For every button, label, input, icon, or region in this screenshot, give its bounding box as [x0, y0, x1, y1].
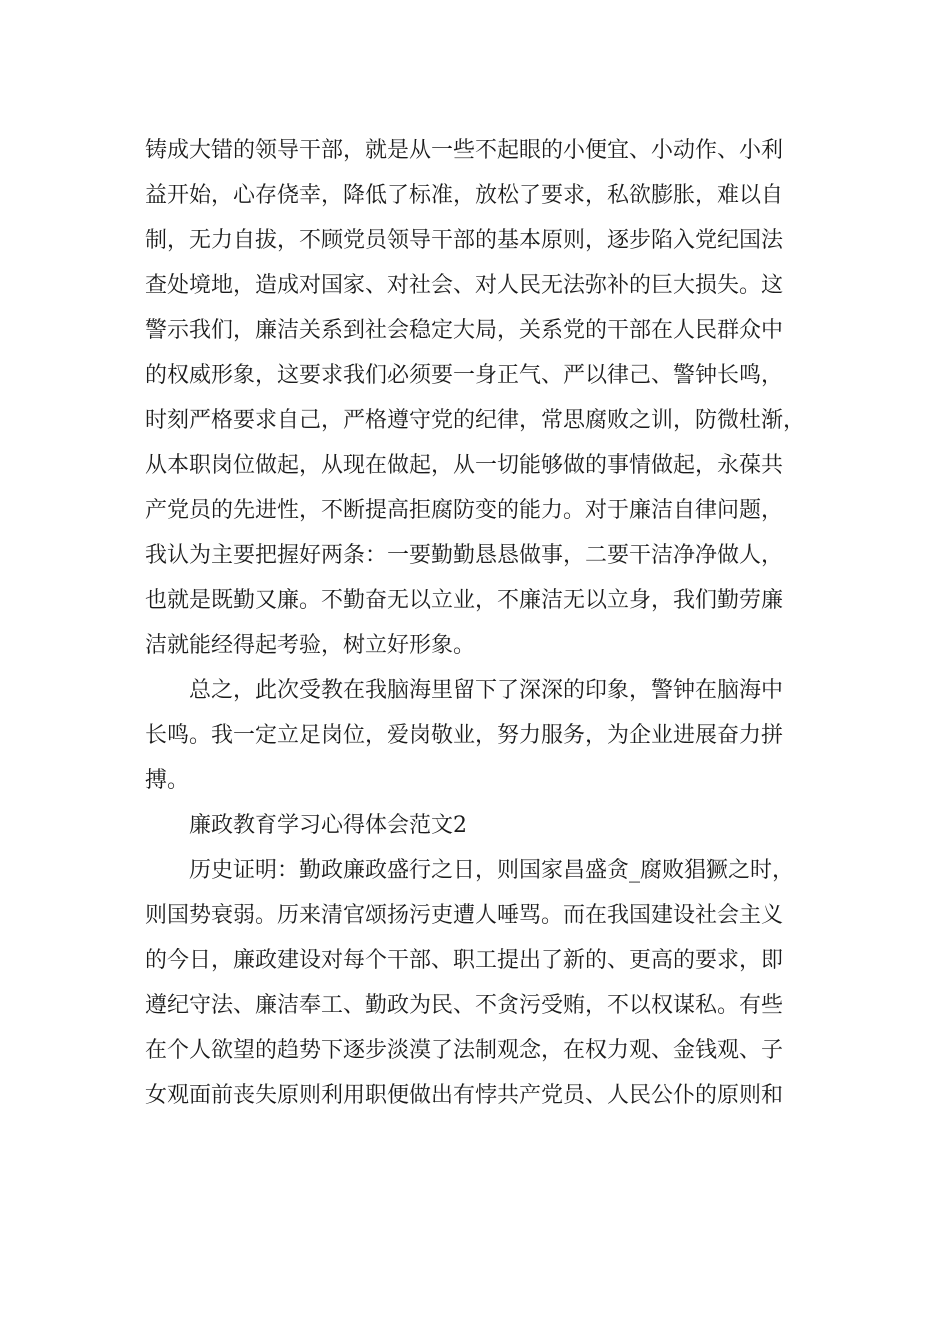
text-line: 在个人欲望的趋势下逐步淡漠了法制观念，在权力观、金钱观、子	[145, 1038, 784, 1063]
paragraph-first-line: 总之，此次受教在我脑海里留下了深深的印象，警钟在脑海中	[189, 678, 784, 703]
text-line: 洁就能经得起考验，树立好形象。	[145, 633, 476, 658]
paragraph-first-line: 廉政教育学习心得体会范文2	[189, 813, 467, 838]
text-line: 产党员的先进性，不断提高拒腐防变的能力。对于廉洁自律问题，	[145, 498, 784, 523]
text-line: 我认为主要把握好两条：一要勤勤恳恳做事，二要干洁净净做人，	[145, 543, 784, 568]
document-body	[145, 128, 835, 1118]
text-line: 铸成大错的领导干部，就是从一些不起眼的小便宜、小动作、小利	[145, 138, 784, 163]
text-line: 也就是既勤又廉。不勤奋无以立业，不廉洁无以立身，我们勤劳廉	[145, 588, 784, 613]
text-line: 的权威形象，这要求我们必须要一身正气、严以律己、警钟长鸣，	[145, 363, 784, 388]
text-line: 遵纪守法、廉洁奉工、勤政为民、不贪污受贿，不以权谋私。有些	[145, 993, 784, 1018]
text-line: 长鸣。我一定立足岗位，爱岗敬业，努力服务，为企业进展奋力拼	[145, 723, 784, 748]
text-line: 从本职岗位做起，从现在做起，从一切能够做的事情做起，永葆共	[145, 453, 784, 478]
text-line: 女观面前丧失原则利用职便做出有悖共产党员、人民公仆的原则和	[145, 1083, 784, 1108]
paragraph-first-line: 历史证明：勤政廉政盛行之日，则国家昌盛贪_腐败猖獗之时，	[189, 858, 795, 883]
text-line: 警示我们，廉洁关系到社会稳定大局，关系党的干部在人民群众中	[145, 318, 784, 343]
text-line: 则国势衰弱。历来清官颂扬污吏遭人唾骂。而在我国建设社会主义	[145, 903, 784, 928]
text-line: 的今日，廉政建设对每个干部、职工提出了新的、更高的要求，即	[145, 948, 784, 973]
text-line: 查处境地，造成对国家、对社会、对人民无法弥补的巨大损失。这	[145, 273, 784, 298]
text-line: 益开始，心存侥幸，降低了标准，放松了要求，私欲膨胀，难以自	[145, 183, 784, 208]
text-line: 搏。	[145, 768, 190, 793]
text-line: 制，无力自拔，不顾党员领导干部的基本原则，逐步陷入党纪国法	[145, 228, 784, 253]
text-line: 时刻严格要求自己，严格遵守党的纪律，常思腐败之训，防微杜渐，	[145, 408, 806, 433]
